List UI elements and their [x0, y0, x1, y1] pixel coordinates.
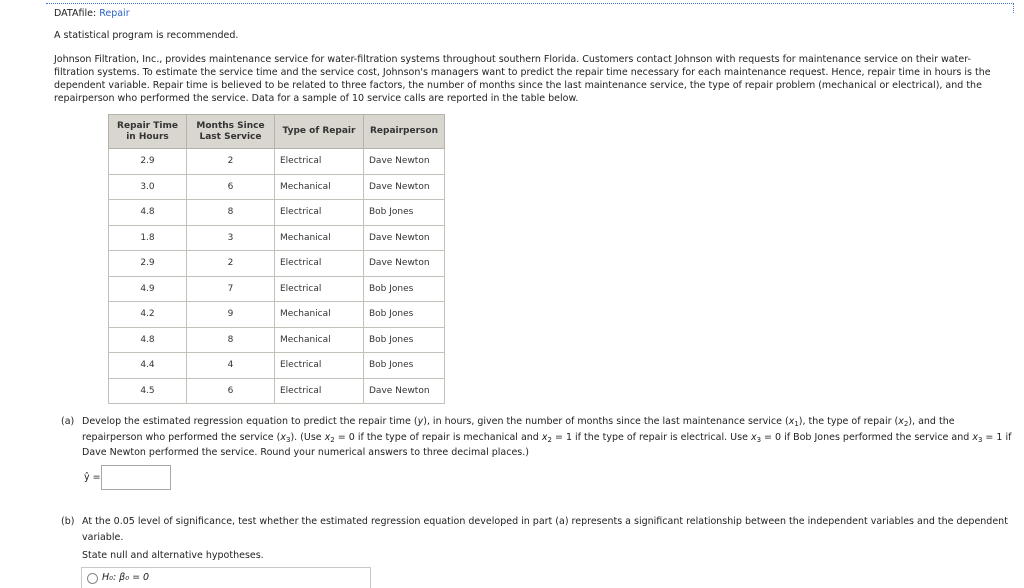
- table-row: [109, 378, 445, 404]
- cell-repairperson: Dave Newton: [364, 378, 445, 404]
- cell-months: 3: [187, 225, 275, 251]
- cell-repairperson: Bob Jones: [364, 200, 445, 226]
- problem-intro: Johnson Filtration, Inc., provides maintenance service for water-filtration systems throughout southern Florida. Customers contact Johnson with requests for maintenance service on their water-filtration systems. To estimate the service time and the service cost, Johnson's managers want to predict the repair time necessary for each maintenance request. Hence, repair time in hours is the dependent variable. Repair time is believed to be related to three factors, the number of months since the last maintenance service, the type of repair problem (mechanical or electrical), and the repairperson who performed the service. Data for a sample of 10 service calls are reported in the table below.: [54, 54, 991, 104]
- cell-months: 6: [187, 378, 275, 404]
- cell-repairperson: Dave Newton: [364, 251, 445, 277]
- panel-top-border: [46, 3, 1014, 4]
- part-b-question: At the 0.05 level of significance, test whether the estimated regression equation developed in part (a) represents a significant relationship between the independent variables and the dependent variable.: [82, 516, 1008, 543]
- part-b-label: (b): [61, 516, 75, 527]
- part-a-question: Develop the estimated regression equation to predict the repair time (y), in hours, given the number of months since the last maintenance service $(x_1)$, the type of repair $(x_2)$, and the repairperson who performed the service $(x_3)$. (Use $x_2 = 0$ if the type of repair is mechanical and $x_2 = 1$ if the type of repair is electrical. Use $x_3 = 0$ if Bob Jones performed the service and $x_3 = 1$ if Dave Newton performed the service. Round your numerical answers to three decimal places.): [82, 416, 1012, 458]
- cell-repair-time: 3.0: [109, 174, 187, 200]
- cell-type: Electrical: [275, 149, 364, 175]
- cell-repair-time: 1.8: [109, 225, 187, 251]
- data-table: [108, 114, 445, 404]
- cell-type: Electrical: [275, 378, 364, 404]
- cell-type: Mechanical: [275, 174, 364, 200]
- cell-repair-time: 2.9: [109, 149, 187, 175]
- cell-type: Electrical: [275, 251, 364, 277]
- cell-repairperson: Dave Newton: [364, 225, 445, 251]
- cell-repairperson: Bob Jones: [364, 353, 445, 379]
- table-header-row: [109, 115, 445, 149]
- table-row: [109, 225, 445, 251]
- table-row: [109, 276, 445, 302]
- table-row: [109, 302, 445, 328]
- table-row: [109, 200, 445, 226]
- hypotheses-options: [81, 567, 371, 588]
- cell-repairperson: Bob Jones: [364, 327, 445, 353]
- cell-months: 7: [187, 276, 275, 302]
- cell-repair-time: 4.8: [109, 327, 187, 353]
- table-row: [109, 353, 445, 379]
- datafile-label: DATAfile:: [54, 8, 97, 19]
- cell-type: Electrical: [275, 276, 364, 302]
- cell-repairperson: Bob Jones: [364, 276, 445, 302]
- cell-repairperson: Bob Jones: [364, 302, 445, 328]
- cell-repair-time: 4.5: [109, 378, 187, 404]
- cell-repair-time: 4.4: [109, 353, 187, 379]
- cell-months: 4: [187, 353, 275, 379]
- cell-months: 2: [187, 251, 275, 277]
- y-hat-label: ŷ =: [84, 472, 101, 483]
- cell-type: Mechanical: [275, 225, 364, 251]
- cell-months: 6: [187, 174, 275, 200]
- table-row: [109, 174, 445, 200]
- datafile-line: [54, 8, 130, 19]
- cell-months: 9: [187, 302, 275, 328]
- hypothesis-option-1-label: H₀: β₀ = 0: [102, 572, 150, 583]
- cell-repair-time: 2.9: [109, 251, 187, 277]
- cell-type: Mechanical: [275, 302, 364, 328]
- table-row: [109, 327, 445, 353]
- table-row: [109, 251, 445, 277]
- cell-repairperson: Dave Newton: [364, 174, 445, 200]
- part-a-label: (a): [61, 416, 75, 427]
- hypothesis-option-1-radio[interactable]: [87, 573, 98, 584]
- cell-type: Electrical: [275, 200, 364, 226]
- header-type-of-repair: Type of Repair: [275, 115, 364, 149]
- header-repairperson: Repairperson: [364, 115, 445, 149]
- header-months-since: Months Since Last Service: [187, 115, 275, 149]
- cell-months: 2: [187, 149, 275, 175]
- cell-repair-time: 4.2: [109, 302, 187, 328]
- cell-months: 8: [187, 200, 275, 226]
- cell-repairperson: Dave Newton: [364, 149, 445, 175]
- cell-repair-time: 4.9: [109, 276, 187, 302]
- state-hypotheses-label: State null and alternative hypotheses.: [82, 550, 264, 561]
- datafile-link[interactable]: Repair: [99, 8, 130, 19]
- table-row: [109, 149, 445, 175]
- regression-equation-input[interactable]: [101, 465, 171, 490]
- cell-repair-time: 4.8: [109, 200, 187, 226]
- panel-right-border: [1013, 3, 1014, 13]
- cell-type: Electrical: [275, 353, 364, 379]
- cell-months: 8: [187, 327, 275, 353]
- cell-type: Mechanical: [275, 327, 364, 353]
- header-repair-time: Repair Time in Hours: [109, 115, 187, 149]
- recommendation-note: A statistical program is recommended.: [54, 30, 239, 41]
